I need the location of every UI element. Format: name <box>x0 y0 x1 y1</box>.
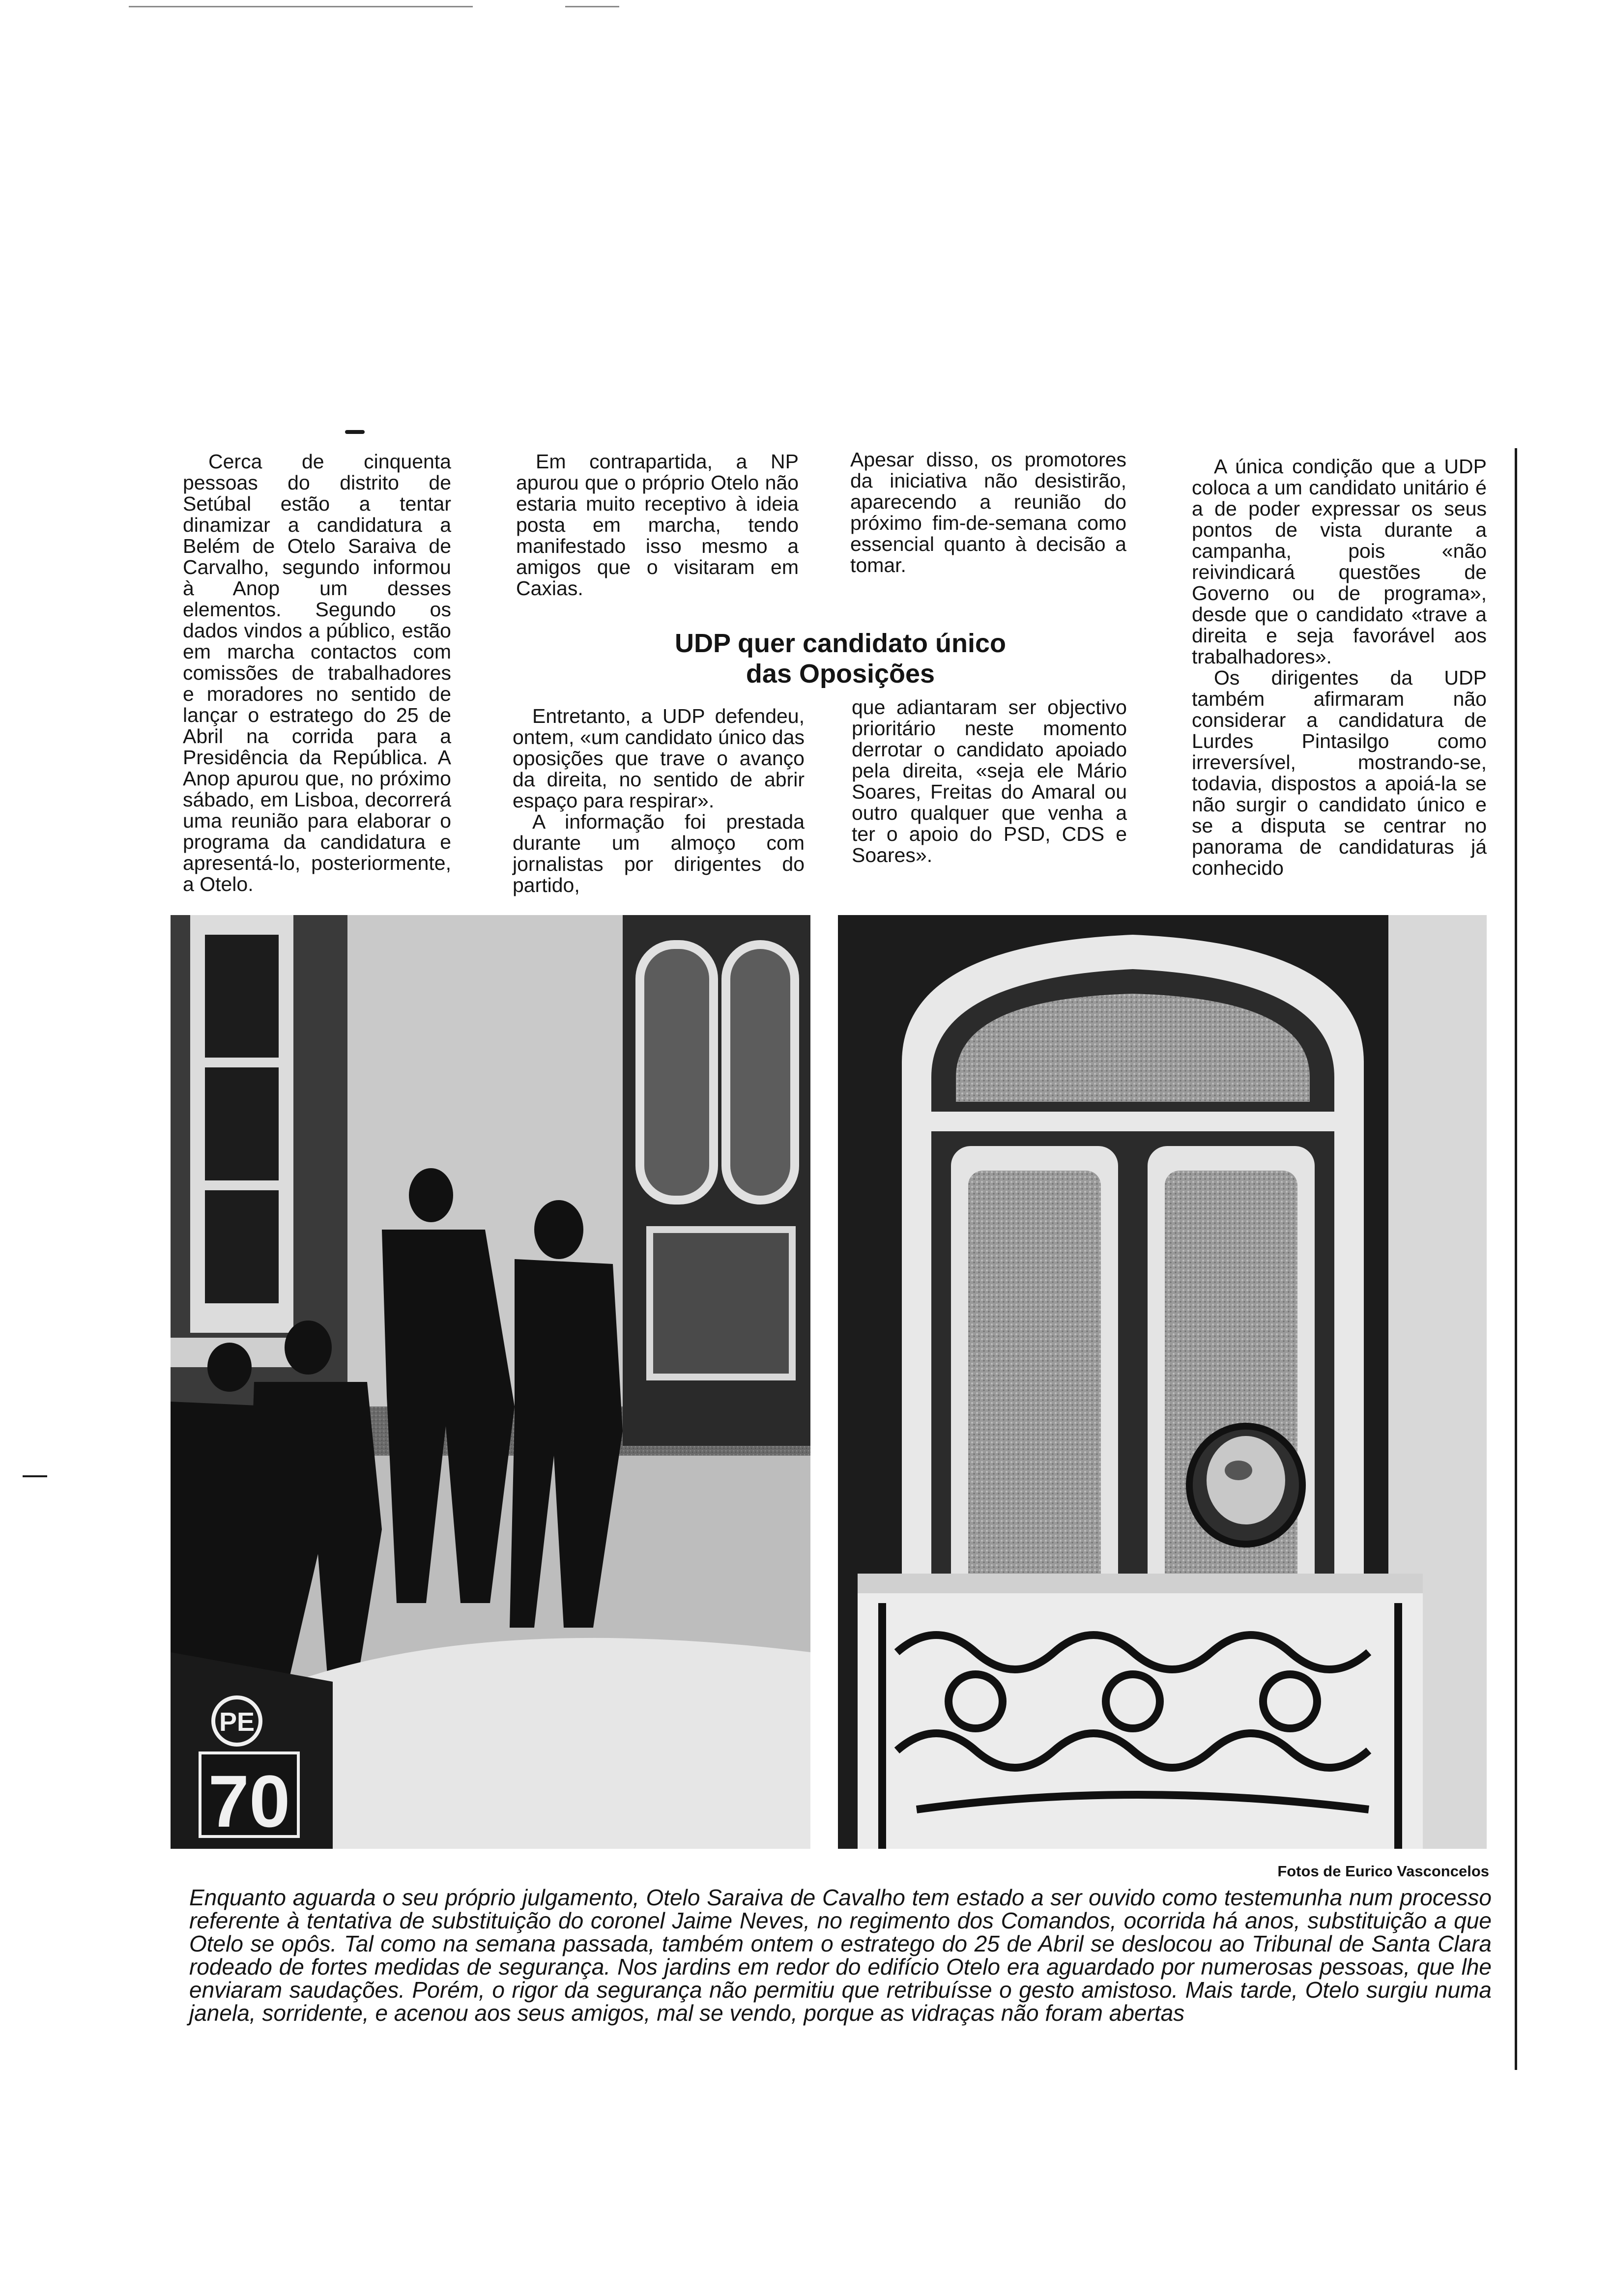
article-column-3-bottom <box>852 697 1127 866</box>
photo-credit: Fotos de Eurico Vasconcelos <box>1277 1863 1489 1880</box>
section-headline <box>619 628 1062 689</box>
column-rule-right <box>1515 448 1517 2070</box>
article-column-2-bottom <box>513 706 805 896</box>
photo-courthouse-entrance-graphic <box>171 915 810 1849</box>
headline-line-2: das Oposições <box>746 659 935 689</box>
top-rule-left <box>129 6 473 7</box>
top-rule-right <box>565 6 619 7</box>
plate-number: 70 <box>208 1760 290 1842</box>
column-1-text: Cerca de cinquenta pessoas do distrito de Setúbal estão a tentar dinamizar a candidatura a Belém de Otelo Saraiva de Carvalho, segundo informou à Anop um desses elementos. Segundo os dados vindos a público, estão em marcha contactos com comissões de trabalhadores e moradores no sentido de lançar o estratego do 25 de Abril na corrida para a Presidência da República. A Anop apurou que, no próximo sábado, em Lisboa, decorrerá uma reunião para elaborar o programa da candidatura e apresentá-lo, posteriormente, a Otelo. <box>183 450 451 895</box>
article-column-2-top <box>516 451 799 599</box>
plate-letters: PE <box>219 1707 255 1737</box>
column-3-top-text: Apesar disso, os promotores da iniciativa não desistirão, aparecendo a reunião do próximo fim-de-semana como essencial quanto à decisão a tomar. <box>850 448 1126 576</box>
column-2-bottom-p2: A informação foi prestada durante um almoço com jornalistas por dirigentes do partido, <box>513 810 805 896</box>
column-2-bottom-p1: Entretanto, a UDP defendeu, ontem, «um candidato único das oposições que trave o avanço da direita, no sentido de abrir espaço para respirar». <box>513 705 805 812</box>
column-4-p1: A única condição que a UDP coloca a um candidato unitário é a de poder expressar os seus pontos de vista durante a campanha, pois «não reivindicará questões de Governo ou de programa», desde que o candidato «trave a direita e seja favorável aos trabalhadores». <box>1192 455 1487 668</box>
column-2-top-text: Em contrapartida, a NP apurou que o próprio Otelo não estaria muito receptivo à ideia posta em marcha, tendo manifestado isso mesmo a amigos que o visitaram em Caxias. <box>516 450 799 600</box>
column-3-bottom-text: que adiantaram ser objectivo prioritário neste momento derrotar o candidato apoiado pela direita, «seja ele Mário Soares, Freitas do Amaral ou outro qualquer que venha a ter o apoio do PSD, CDS e Soares». <box>852 696 1127 866</box>
photo-caption: Enquanto aguarda o seu próprio julgamento, Otelo Saraiva de Cavalho tem estado a ser ouvido como testemunha num processo referente à tentativa de substituição do coronel Jaime Neves, no regimento dos Comandos, ocorrida há anos, substituição a que Otelo se opôs. Tal como na semana passada, também ontem o estratego do 25 de Abril se deslocou ao Tribunal de Santa Clara rodeado de fortes medidas de segurança. Nos jardins em redor do edifício Otelo era aguardado por numerosas pessoas, que lhe enviaram saudações. Porém, o rigor da segurança não permitiu que retribuísse o gesto amistoso. Mais tarde, Otelo surgiu numa janela, sorridente, e acenou aos seus amigos, mal se vendo, porque as vidraças não foram abertas <box>189 1885 1492 2026</box>
margin-mark <box>23 1475 47 1477</box>
article-column-1 <box>183 451 451 895</box>
photo-window-balcony-graphic <box>838 915 1487 1849</box>
photo-window-balcony <box>838 915 1487 1849</box>
article-column-4 <box>1192 456 1487 879</box>
photo-courthouse-entrance <box>171 915 810 1849</box>
headline-line-1: UDP quer candidato único <box>674 629 1007 658</box>
article-column-3-top <box>850 449 1126 576</box>
column-mark <box>345 430 365 434</box>
column-4-p2: Os dirigentes da UDP também afirmaram não considerar a candidatura de Lurdes Pintasilgo como irreversível, mostrando-se, todavia, dispostos a apoiá-la se não surgir o candidato único e se a disputa se centrar no panorama de candidaturas já conhecido <box>1192 666 1487 879</box>
